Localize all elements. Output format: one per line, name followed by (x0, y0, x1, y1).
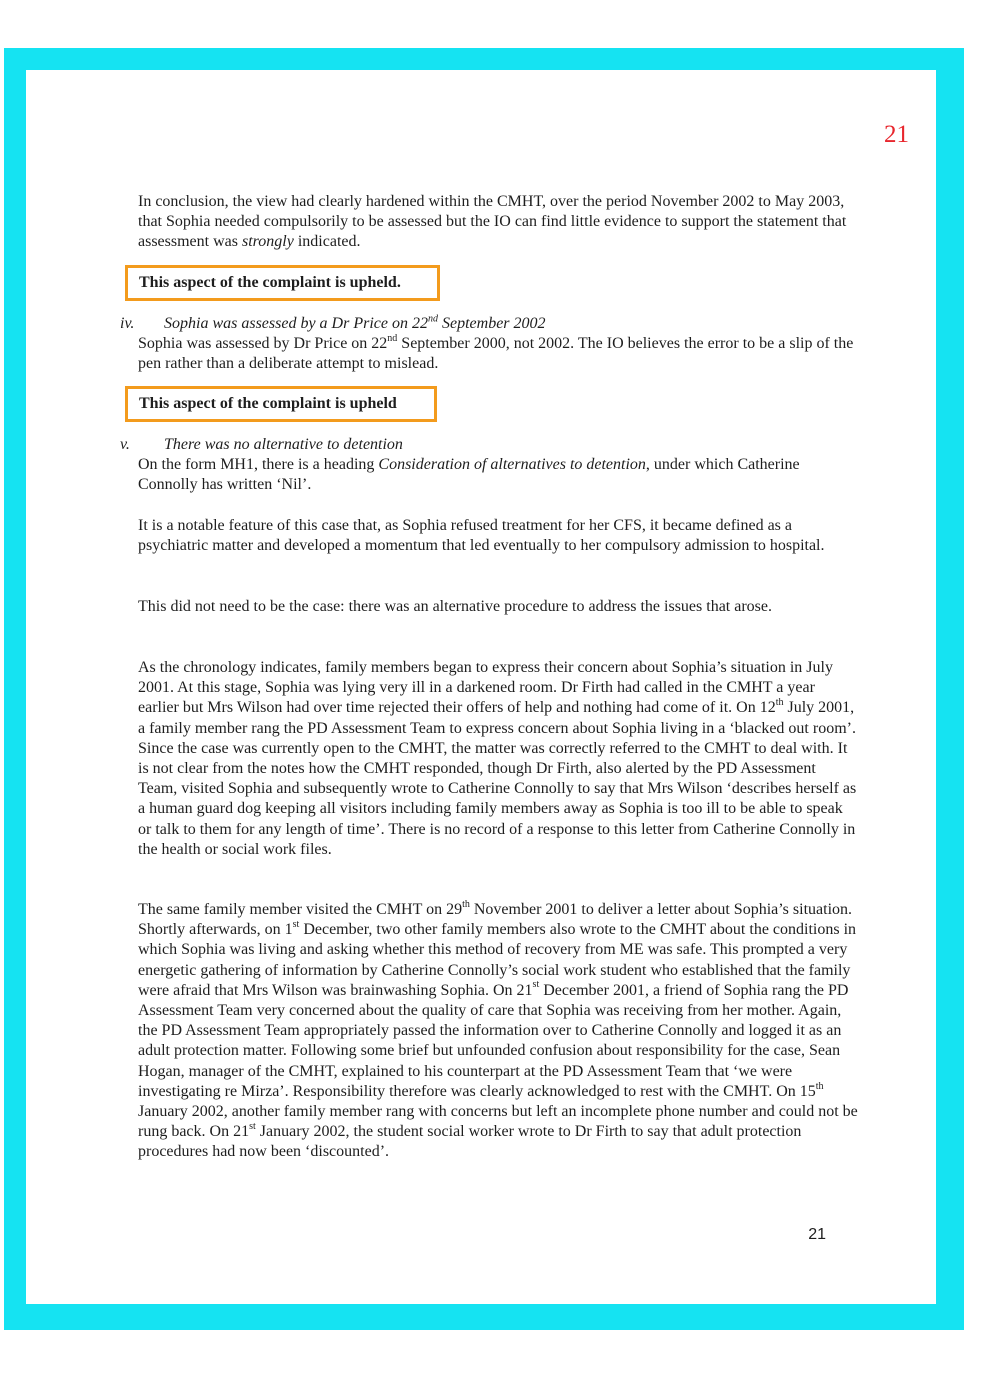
paragraph-chronology: As the chronology indicates, family members began to express their concern about Sophia’s situation in July 2001. At this stage, Sophia was lying very ill in a darkened room. Dr Firth had called in the CMHT a year earlier but Mrs Wilson had over time rejected their offers of help and nothing had come of it. On 12th July 2001, a family member rang the PD Assessment Team to express concern about Sophia living in a ‘blacked out room’. Since the case was currently open to the CMHT, the matter was correctly referred to the CMHT to deal with. It is not clear from the notes how the CMHT responded, though Dr Firth, also alerted by the PD Assessment Team, visited Sophia and subsequently wrote to Catherine Connolly to say that Mrs Wilson ‘describes herself as a human guard dog keeping all visitors including family members away as Sophia is too ill to be able to speak or talk to them for any length of time’. There is no record of a response to this letter from Catherine Connolly in the health or social work files. (138, 659, 857, 858)
item-iv-numeral: iv. (120, 315, 135, 332)
document-page (26, 70, 936, 1304)
item-iv-body: Sophia was assessed by Dr Price on 22nd September 2000, not 2002. The IO believes the error to be a slip of the pen rather than a deliberate attempt to mislead. (138, 332, 854, 373)
cyan-frame (4, 48, 964, 1330)
upheld-box-2 (125, 386, 437, 422)
upheld-box-1-text: This aspect of the complaint is upheld. (139, 274, 401, 291)
paragraph-alternative-procedure: This did not need to be the case: there was an alternative procedure to address the issues that arose. (138, 598, 772, 615)
item-v-numeral: v. (120, 436, 130, 453)
paragraph-notable-feature: It is a notable feature of this case that, as Sophia refused treatment for her CFS, it became defined as a psychiatric matter and developed a momentum that led eventually to her compulsory admission to hospital. (138, 517, 825, 555)
item-iv-heading: iv. Sophia was assessed by a Dr Price on 22nd September 2002 (120, 313, 546, 332)
item-v-body: On the form MH1, there is a heading Consideration of alternatives to detention, under which Catherine Connolly has written ‘Nil’. (138, 456, 800, 494)
page-number-red: 21 (884, 121, 909, 148)
upheld-box-1 (125, 265, 440, 301)
paragraph-family-member: The same family member visited the CMHT on 29th November 2001 to deliver a letter about Sophia’s situation. Shortly afterwards, on 1st December, two other family members also wrote to the CMHT about the conditions in which Sophia was living and asking whether this method of recovery from ME was safe. This prompted a very energetic gathering of information by Catherine Connolly’s social work student who established that the family were afraid that Mrs Wilson was brainwashing Sophia. On 21st December 2001, a friend of Sophia rang the PD Assessment Team very concerned about the quality of care that Sophia was receiving from her mother. Again, the PD Assessment Team appropriately passed the information over to Catherine Connolly and logged it as an adult protection matter. Following some brief but unfounded confusion about responsibility for the case, Sean Hogan, manager of the CMHT, explained to his counterpart at the PD Assessment Team that ‘we were investigating re Mirza’. Responsibility therefore was clearly acknowledged to rest with the CMHT. On 15th January 2002, another family member rang with concerns but left an incomplete phone number and could not be rung back. On 21st January 2002, the student social worker wrote to Dr Firth to say that adult protection procedures had now been ‘discounted’. (138, 898, 858, 1161)
item-v-heading: v. There was no alternative to detention (120, 436, 403, 453)
conclusion-paragraph: In conclusion, the view had clearly hardened within the CMHT, over the period November 2002 to May 2003, that Sophia needed compulsorily to be assessed but the IO can find little evidence to support the statement that assessment was strongly indicated. (138, 193, 847, 251)
footer-page-number: 21 (808, 1226, 826, 1243)
upheld-box-2-text: This aspect of the complaint is upheld (139, 395, 397, 412)
